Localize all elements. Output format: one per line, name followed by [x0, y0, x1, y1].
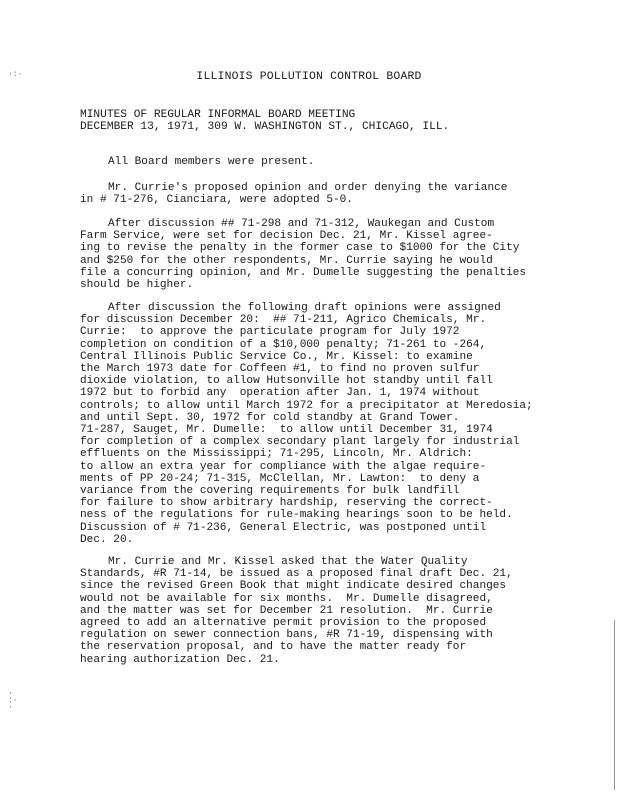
paragraph-line: the March 1973 date for Coffeen #1, to find no proven sulfur	[80, 363, 480, 376]
paragraph-line: Central Illinois Public Service Co., Mr. Kissel: to examine	[80, 350, 473, 363]
paragraph-line: 1972 but to forbid any operation after Jan. 1, 1974 without	[80, 387, 480, 400]
paragraph-line: would not be available for six months. Mr. Dumelle disagreed,	[80, 592, 493, 605]
paragraph-cianciara	[80, 182, 580, 206]
paragraph-line: dioxide violation, to allow Hutsonville hot standby until fall	[80, 375, 493, 388]
paragraph-line: since the revised Green Book that might indicate desired changes	[80, 580, 507, 593]
paragraph-line: hearing authorization Dec. 21.	[80, 653, 280, 666]
board-title: ILLINOIS POLLUTION CONTROL BOARD	[196, 71, 422, 83]
paragraph-line: Mr. Currie's proposed opinion and order denying the variance	[108, 182, 508, 194]
paragraph-line: ness of the regulations for rule-making hearings soon to be held.	[80, 509, 513, 522]
minutes-title: MINUTES OF REGULAR INFORMAL BOARD MEETING	[80, 109, 356, 121]
paragraph-attendance	[80, 156, 580, 168]
paragraph-line: should be higher.	[80, 279, 194, 292]
paragraph-line: Mr. Currie and Mr. Kissel asked that the Water Quality	[108, 556, 468, 568]
paragraph-line: for failure to show arbitrary hardship, reserving the correct-	[80, 497, 493, 510]
paragraph-line: ments of PP 20-24; 71-315, McClellan, Mr. Lawton: to deny a	[80, 472, 480, 485]
scan-artifact-top: ·:·	[8, 70, 23, 79]
paragraph-line: 71-287, Sauget, Mr. Dumelle: to allow until December 31, 1974	[80, 424, 493, 437]
scan-edge-line	[614, 620, 615, 790]
meeting-date-location: DECEMBER 13, 1971, 309 W. WASHINGTON ST., CHICAGO, ILL.	[80, 121, 450, 133]
paragraph-line: for discussion December 20: ## 71-211, Agrico Chemicals, Mr.	[80, 314, 487, 327]
paragraph-line: for completion of a complex secondary plant largely for industrial	[80, 436, 520, 449]
paragraph-line: Discussion of # 71-236, General Electric, was postponed until	[80, 521, 487, 534]
paragraph-line: the reservation proposal, and to have the matter ready for	[80, 641, 467, 654]
paragraph-line: and the matter was set for December 21 resolution. Mr. Currie	[80, 604, 493, 617]
paragraph-line: effluents on the Mississippi; 71-295, Lincoln, Mr. Aldrich:	[80, 448, 473, 461]
paragraph-line: file a concurring opinion, and Mr. Dumelle suggesting the penalties	[80, 266, 527, 279]
paragraph-line: Standards, #R 71-14, be issued as a proposed final draft Dec. 21,	[80, 568, 513, 581]
paragraph-line: All Board members were present.	[108, 156, 315, 168]
paragraph-line: Farm Service, were set for decision Dec. 21, Mr. Kissel agree-	[80, 230, 493, 243]
paragraph-line: agreed to add an alternative permit provision to the proposed	[80, 617, 487, 630]
paragraph-line: in # 71-276, Cianciara, were adopted 5-0.	[80, 194, 353, 207]
paragraph-line: and until Sept. 30, 1972 for cold standby at Grand Tower.	[80, 411, 460, 424]
paragraph-line: Currie: to approve the particulate program for July 1972	[80, 326, 460, 339]
paragraph-line: variance from the covering requirements for bulk landfill	[80, 485, 460, 498]
paragraph-line: Dec. 20.	[80, 533, 134, 546]
paragraph-line: completion on condition of a $10,000 penalty; 71-261 to -264,	[80, 338, 487, 351]
paragraph-line: to allow an extra year for compliance with the algae require-	[80, 460, 487, 473]
paragraph-draft-opinions	[80, 302, 580, 546]
paragraph-line: regulation on sewer connection bans, #R 71-19, dispensing with	[80, 629, 493, 642]
scan-artifact-bottom: · :· ·	[8, 689, 18, 712]
paragraph-line: After discussion ## 71-298 and 71-312, Waukegan and Custom	[108, 218, 495, 230]
paragraph-waukegan	[80, 218, 580, 291]
paragraph-line: ing to revise the penalty in the former case to $1000 for the City	[80, 242, 520, 255]
paragraph-line: and $250 for the other respondents, Mr. Currie saying he would	[80, 254, 493, 267]
paragraph-line: controls; to allow until March 1972 for a precipitator at Meredosia;	[80, 399, 533, 412]
paragraph-line: After discussion the following draft opinions were assigned	[108, 302, 501, 314]
paragraph-water-quality	[80, 556, 580, 666]
